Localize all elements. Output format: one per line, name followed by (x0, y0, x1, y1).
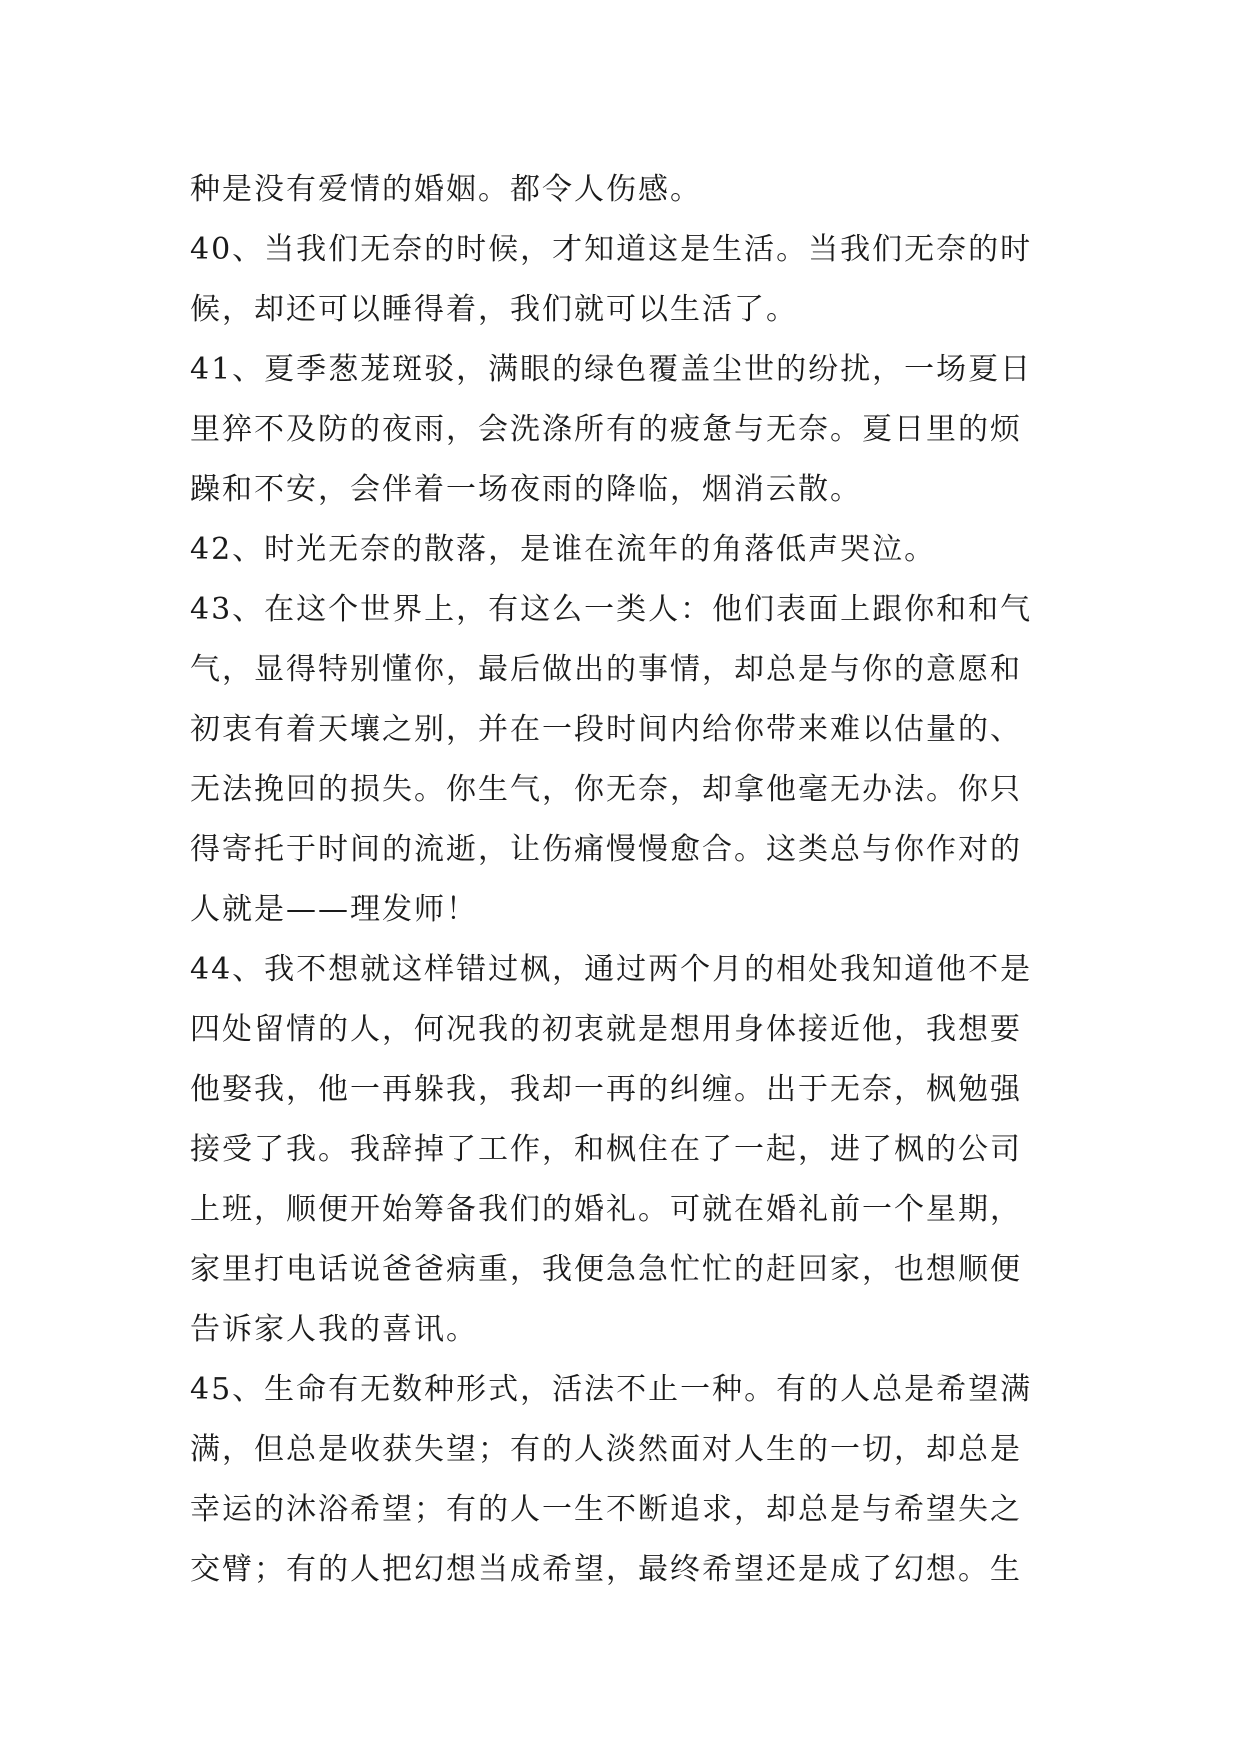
text-line: 接受了我。我辞掉了工作，和枫住在了一起，进了枫的公司 (190, 1132, 1022, 1167)
text-line: 上班，顺便开始筹备我们的婚礼。可就在婚礼前一个星期， (190, 1192, 1022, 1227)
text-line: 43、在这个世界上，有这么一类人：他们表面上跟你和和气 (190, 592, 1033, 627)
text-line: 他娶我，他一再躲我，我却一再的纠缠。出于无奈，枫勉强 (190, 1072, 1022, 1107)
text-line: 里猝不及防的夜雨，会洗涤所有的疲惫与无奈。夏日里的烦 (190, 412, 1022, 447)
text-line: 种是没有爱情的婚姻。都令人伤感。 (190, 172, 702, 207)
text-line: 四处留情的人，何况我的初衷就是想用身体接近他，我想要 (190, 1012, 1022, 1047)
text-line: 气，显得特别懂你，最后做出的事情，却总是与你的意愿和 (190, 652, 1022, 687)
text-line: 40、当我们无奈的时候，才知道这是生活。当我们无奈的时 (190, 232, 1033, 267)
text-line: 41、夏季葱茏斑驳，满眼的绿色覆盖尘世的纷扰，一场夏日 (190, 352, 1033, 387)
text-line: 满，但总是收获失望；有的人淡然面对人生的一切，却总是 (190, 1432, 1022, 1467)
text-line: 初衷有着天壤之别，并在一段时间内给你带来难以估量的、 (190, 712, 1022, 747)
text-line: 候，却还可以睡得着，我们就可以生活了。 (190, 292, 798, 327)
text-line: 告诉家人我的喜讯。 (190, 1312, 478, 1347)
text-line: 无法挽回的损失。你生气，你无奈，却拿他毫无办法。你只 (190, 772, 1022, 807)
text-line: 得寄托于时间的流逝，让伤痛慢慢愈合。这类总与你作对的 (190, 832, 1022, 867)
text-line: 躁和不安，会伴着一场夜雨的降临，烟消云散。 (190, 472, 862, 507)
text-line: 44、我不想就这样错过枫，通过两个月的相处我知道他不是 (190, 952, 1033, 987)
text-line: 交臂；有的人把幻想当成希望，最终希望还是成了幻想。生 (190, 1552, 1022, 1587)
text-line: 42、时光无奈的散落，是谁在流年的角落低声哭泣。 (190, 532, 937, 567)
text-line: 家里打电话说爸爸病重，我便急急忙忙的赶回家，也想顺便 (190, 1252, 1022, 1287)
text-line: 人就是——理发师！ (190, 892, 478, 927)
text-line: 幸运的沐浴希望；有的人一生不断追求，却总是与希望失之 (190, 1492, 1022, 1527)
document-body (190, 160, 1070, 1600)
text-line: 45、生命有无数种形式，活法不止一种。有的人总是希望满 (190, 1372, 1033, 1407)
